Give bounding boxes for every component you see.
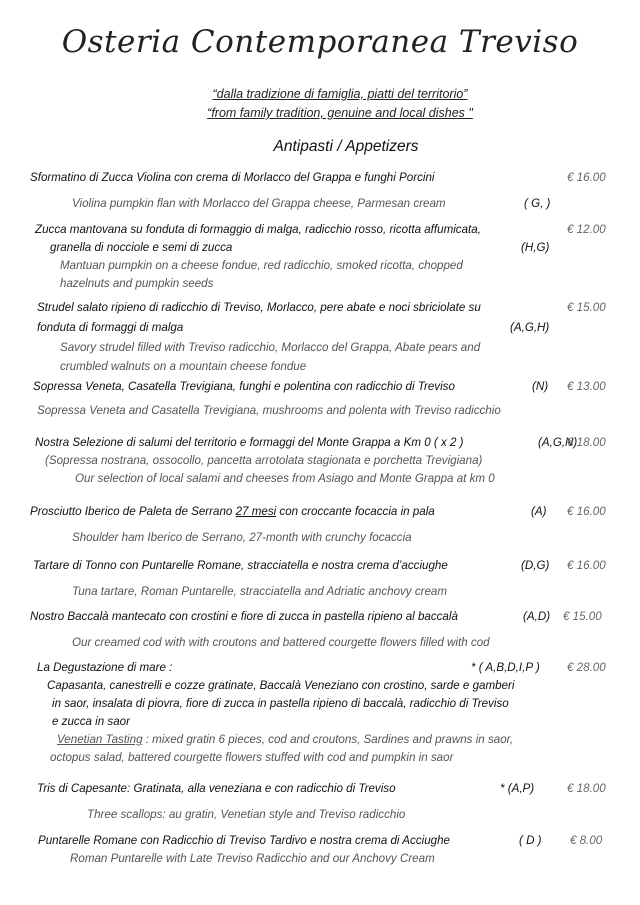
item-description: hazelnuts and pumpkin seeds [60,277,214,290]
item-name-part: Prosciutto Iberico de Paleta de Serrano [30,505,236,518]
item-name: fonduta di formaggi di malga [37,321,184,334]
item-description: Violina pumpkin flan with Morlacco del Grappa cheese, Parmesan cream [72,197,446,210]
item-name: e zucca in saor [52,715,130,728]
item-allergens: (N) [532,380,549,393]
item-name [30,505,435,519]
item-price: € 16.00 [567,559,606,572]
item-description: Mantuan pumpkin on a cheese fondue, red radicchio, smoked ricotta, chopped [60,259,463,272]
item-allergens: * ( A,B,D,I,P ) [471,661,540,674]
restaurant-title: Osteria Contemporanea Treviso [61,24,579,60]
item-description: Shoulder ham Iberico de Serrano, 27-month with crunchy focaccia [72,531,412,544]
item-name-part: con croccante focaccia in pala [276,505,435,518]
item-name: Strudel salato ripieno di radicchio di Treviso, Morlacco, pere abate e noci sbriciolate su [37,301,481,314]
item-name: Sopressa Veneta, Casatella Trevigiana, funghi e polentina con radicchio di Treviso [33,380,455,393]
item-description [57,733,513,747]
item-name: Tartare di Tonno con Puntarelle Romane, stracciatella e nostra crema d’acciughe [33,559,448,572]
item-description: Our selection of local salami and cheeses from Asiago and Monte Grappa at km 0 [75,472,495,485]
item-price: € 18.00 [567,782,606,795]
item-subtitle: (Sopressa nostrana, ossocollo, pancetta arrotolata stagionata e porchetta Trevigiana) [45,454,483,467]
item-allergens: ( G, ) [524,197,551,210]
item-description: Sopressa Veneta and Casatella Trevigiana, mushrooms and polenta with Treviso radicchio [37,404,501,417]
item-name: granella di nocciole e semi di zucca [50,241,233,254]
item-description: Tuna tartare, Roman Puntarelle, stracciatella and Adriatic anchovy cream [72,585,448,598]
item-price: € 12.00 [567,223,606,236]
tagline-english: “from family tradition, genuine and local dishes " [207,106,473,120]
item-price: € 28.00 [567,661,606,674]
item-allergens: (H,G) [521,241,550,254]
item-allergens: * (A,P) [500,782,535,795]
item-price: € 18.00 [567,436,606,449]
item-price: € 13.00 [567,380,606,393]
item-description: crumbled walnuts on a mountain cheese fondue [60,360,307,373]
item-name: Tris di Capesante: Gratinata, alla veneziana e con radicchio di Treviso [37,782,396,795]
item-name: Zucca mantovana su fonduta di formaggio di malga, radicchio rosso, ricotta affumicata, [35,223,481,236]
item-allergens: (A,G,H) [510,321,550,334]
item-description: Savory strudel filled with Treviso radicchio, Morlacco del Grappa, Abate pears and [60,341,481,354]
description-text: : mixed gratin 6 pieces, cod and croutons, Sardines and prawns in saor, [142,733,514,746]
item-allergens: ( D ) [519,834,542,847]
item-allergens: (D,G) [521,559,550,572]
item-allergens: (A) [531,505,547,518]
item-price: € 16.00 [567,171,606,184]
item-allergens: (A,G,N) [538,436,578,449]
item-name-underlined: 27 mesi [235,505,277,518]
section-heading: Antipasti / Appetizers [273,138,419,155]
item-allergens: (A,D) [523,610,551,623]
item-name: Sformatino di Zucca Violina con crema di Morlacco del Grappa e funghi Porcini [30,171,435,184]
item-price: € 15.00 [567,301,606,314]
tagline-italian: “dalla tradizione di famiglia, piatti del territorio” [212,87,468,101]
item-description: octopus salad, battered courgette flowers stuffed with cod and pumpkin in saor [50,751,454,764]
item-price: € 8.00 [570,834,603,847]
item-name: Nostra Selezione di salumi del territorio e formaggi del Monte Grappa a Km 0 ( x 2 ) [35,436,464,449]
item-name: Capasanta, canestrelli e cozze gratinate, Baccalà Veneziano con crostino, sarde e gamberi [47,679,515,692]
item-price: € 16.00 [567,505,606,518]
item-name: Nostro Baccalà mantecato con crostini e fiore di zucca in pastella ripieno al baccalà [30,610,458,623]
item-description: Three scallops: au gratin, Venetian style and Treviso radicchio [87,808,406,821]
item-name: Puntarelle Romane con Radicchio di Treviso Tardivo e nostra crema di Acciughe [38,834,450,847]
item-description: Roman Puntarelle with Late Treviso Radicchio and our Anchovy Cream [70,852,435,865]
description-label: Venetian Tasting [57,733,143,746]
item-description: Our creamed cod with with croutons and battered courgette flowers filled with cod [72,636,490,649]
item-name: in saor, insalata di piovra, fiore di zucca in pastella ripieno di baccalà, radicchio di Treviso [52,697,509,710]
item-name: La Degustazione di mare : [37,661,173,674]
item-price: € 15.00 [563,610,602,623]
